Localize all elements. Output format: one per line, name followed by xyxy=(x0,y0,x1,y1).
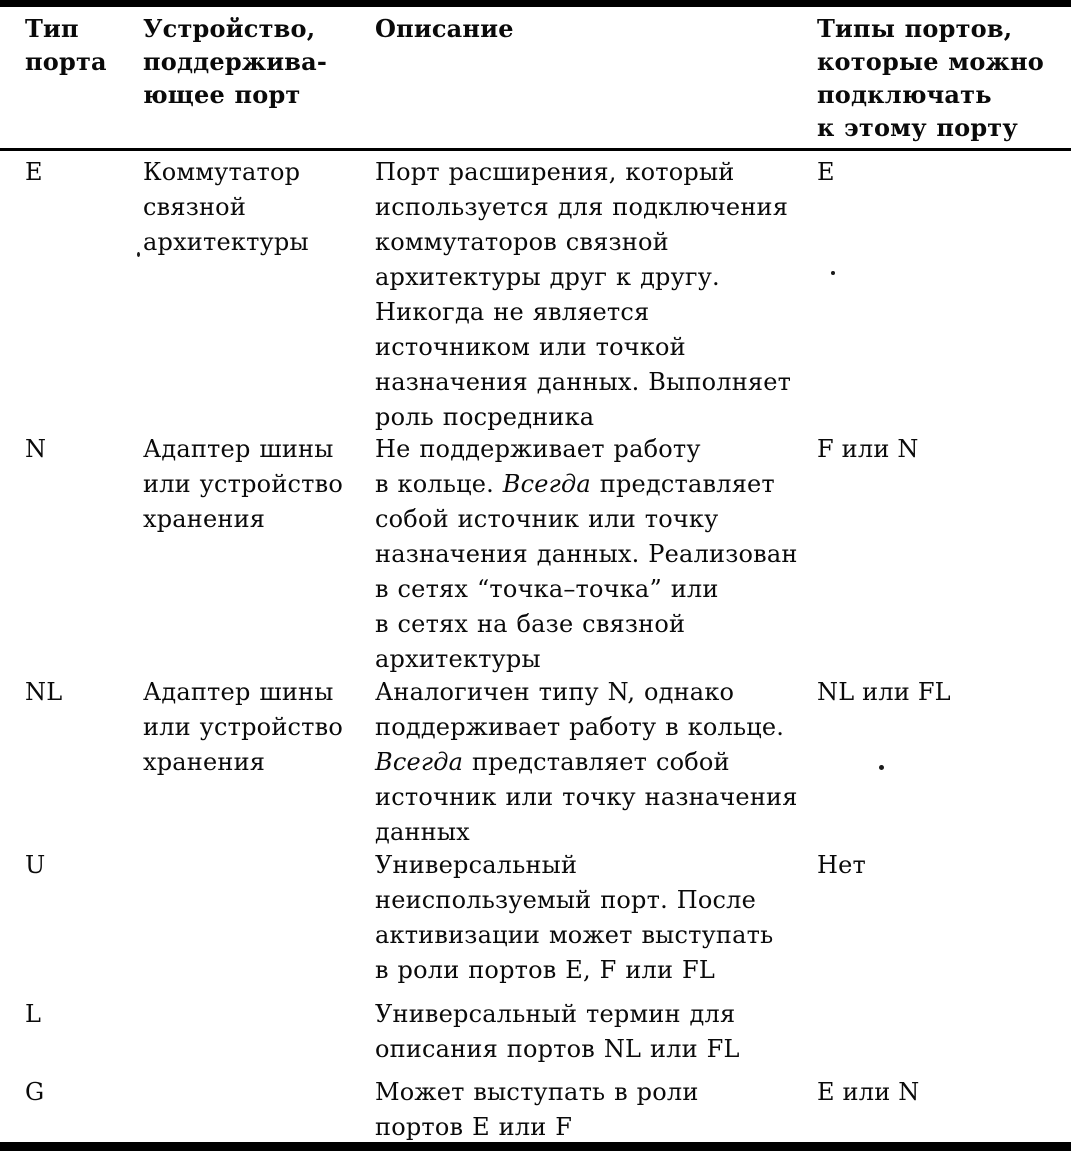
description-cell: Не поддерживает работу в кольце. Всегда представляет собой источник или точку назначения данных. Реализован в сетях “точка–точка” или в сетях на базе связной архитектуры xyxy=(375,435,798,673)
port-type-cell: N xyxy=(25,435,47,463)
table-row xyxy=(0,1075,1071,1145)
connectable-ports-cell: F или N xyxy=(817,435,919,463)
scan-artifact-dot xyxy=(831,271,835,275)
description-cell: Универсальный неиспользуемый порт. После активизации может выступать в роли портов E, F или FL xyxy=(375,851,774,984)
connectable-ports-cell: E xyxy=(817,158,835,186)
header-description: Описание xyxy=(375,14,514,43)
description-cell: Универсальный термин для описания портов NL или FL xyxy=(375,1000,740,1063)
header-separator-line xyxy=(0,148,1071,151)
description-cell: Может выступать в роли портов E или F xyxy=(375,1078,699,1141)
scan-artifact-dot xyxy=(137,252,140,257)
header-port-type: Тип порта xyxy=(25,14,107,76)
device-cell: Адаптер шины или устройство хранения xyxy=(143,678,343,776)
table-row xyxy=(0,155,1071,435)
port-type-cell: NL xyxy=(25,678,63,706)
device-cell: Адаптер шины или устройство хранения xyxy=(143,435,343,533)
device-cell: Коммутатор связной архитектуры xyxy=(143,158,309,256)
header-device: Устройство, поддержива- ющее порт xyxy=(143,14,328,109)
table-bottom-border xyxy=(0,1142,1071,1151)
port-type-cell: L xyxy=(25,1000,42,1028)
port-type-cell: U xyxy=(25,851,46,879)
description-cell: Аналогичен типу N, однако поддерживает работу в кольце. Всегда представляет собой источник или точку назначения данных xyxy=(375,678,798,846)
connectable-ports-cell: E или N xyxy=(817,1078,920,1106)
table-row xyxy=(0,675,1071,850)
connectable-ports-cell: Нет xyxy=(817,851,867,879)
port-type-cell: E xyxy=(25,158,43,186)
table-top-border xyxy=(0,0,1071,7)
description-cell: Порт расширения, который используется для подключения коммутаторов связной архитектуры друг к другу. Никогда не является источником или точкой назначения данных. Выполняет роль посредника xyxy=(375,158,792,431)
scan-artifact-dot xyxy=(879,765,884,770)
table-row xyxy=(0,848,1071,988)
connectable-ports-cell: NL или FL xyxy=(817,678,951,706)
table-row xyxy=(0,997,1071,1067)
table-header-row xyxy=(0,12,1071,144)
table-row xyxy=(0,432,1071,677)
header-connectable-ports: Типы портов, которые можно подключать к этому порту xyxy=(817,14,1044,142)
port-type-cell: G xyxy=(25,1078,45,1106)
